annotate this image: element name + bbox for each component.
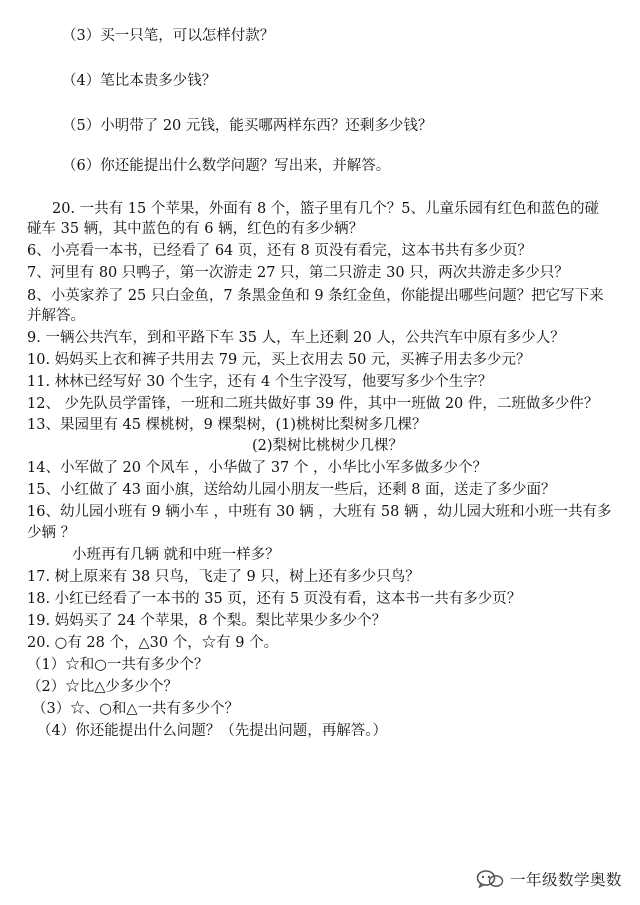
- problem-13-orchard: 13、果园里有 45 棵桃树，9 棵梨树，(1)桃树比梨树多几棵？: [27, 417, 427, 433]
- problem-18-book: 18. 小红已经看了一本书的 35 页，还有 5 页没有看，这本书一共有多少页？: [27, 591, 522, 607]
- question-6-own-question: （6）你还能提出什么数学问题？写出来，并解答。: [62, 158, 391, 174]
- problem-11-characters: 11. 林林已经写好 30 个生字，还有 4 个生字没写，他要写多少个生字？: [27, 374, 493, 390]
- problem-16-kindergarten-cars: 16、幼儿园小班有 9 辆小车 ，中班有 30 辆 ，大班有 58 辆 ，幼儿园大班和小班一共有多: [27, 504, 612, 520]
- wechat-icon: [476, 869, 504, 889]
- question-4-price-difference: （4）笔比本贵多少钱？: [62, 73, 217, 89]
- problem-16-cont: 少辆 ？: [27, 525, 76, 541]
- problem-16-part-2: 小班再有几辆 就和中班一样多？: [72, 547, 280, 563]
- problem-20-shapes: 20. ○有 28 个，△30 个，☆有 9 个。: [27, 635, 279, 651]
- problem-13-part-2: (2)梨树比桃树少几棵？: [252, 438, 404, 454]
- question-3-pay-options: （3）买一只笔，可以怎样付款？: [62, 28, 275, 44]
- problem-14-pinwheels: 14、小军做了 20 个风车 ，小华做了 37 个 ，小华比小军多做多少个？: [27, 460, 488, 476]
- problem-5-bumper-cars-cont: 碰车 35 辆，其中蓝色的有 6 辆，红色的有多少辆？: [27, 221, 364, 237]
- problem-9-bus: 9. 一辆公共汽车，到和平路下车 35 人，车上还剩 20 人，公共汽车中原有多少人？: [27, 330, 565, 346]
- problem-17-birds: 17. 树上原来有 38 只鸟，飞走了 9 只，树上还有多少只鸟？: [27, 569, 420, 585]
- watermark-text: 一年级数学奥数: [509, 871, 622, 889]
- problem-20-apples: 20. 一共有 15 个苹果，外面有 8 个，篮子里有几个？5、儿童乐园有红色和蓝色的碰: [52, 201, 600, 217]
- problem-20-part-1: （1）☆和○一共有多少个？: [27, 657, 209, 673]
- question-5-twenty-yuan: （5）小明带了 20 元钱，能买哪两样东西？还剩多少钱？: [62, 118, 433, 134]
- problem-6-book-pages: 6、小亮看一本书，已经看了 64 页，还有 8 页没有看完，这本书共有多少页？: [27, 243, 532, 259]
- problem-20-part-3: （3）☆、○和△一共有多少个？: [32, 701, 240, 717]
- problem-19-fruit: 19. 妈妈买了 24 个苹果，8 个梨。梨比苹果少多少个？: [27, 613, 387, 629]
- watermark: [476, 868, 622, 890]
- problem-15-flags: 15、小红做了 43 面小旗，送给幼儿园小朋友一些后，还剩 8 面，送走了多少面？: [27, 482, 556, 498]
- problem-20-part-4: （4）你还能提出什么问题？（先提出问题，再解答。）: [37, 723, 387, 739]
- problem-8-goldfish: 8、小英家养了 25 只白金鱼，7 条黑金鱼和 9 条红金鱼，你能提出哪些问题？把它写下来: [27, 288, 604, 304]
- problem-20-part-2: （2）☆比△少多少个？: [27, 679, 178, 695]
- problem-8-goldfish-cont: 并解答。: [27, 308, 85, 324]
- problem-7-ducks: 7、河里有 80 只鸭子，第一次游走 27 只，第二只游走 30 只，两次共游走多少只？: [27, 265, 569, 281]
- problem-10-clothes: 10. 妈妈买上衣和裤子共用去 79 元，买上衣用去 50 元，买裤子用去多少元？: [27, 352, 531, 368]
- problem-12-good-deeds: 12、 少先队员学雷锋，一班和二班共做好事 39 件，其中一班做 20 件，二班做多少件？: [27, 396, 599, 412]
